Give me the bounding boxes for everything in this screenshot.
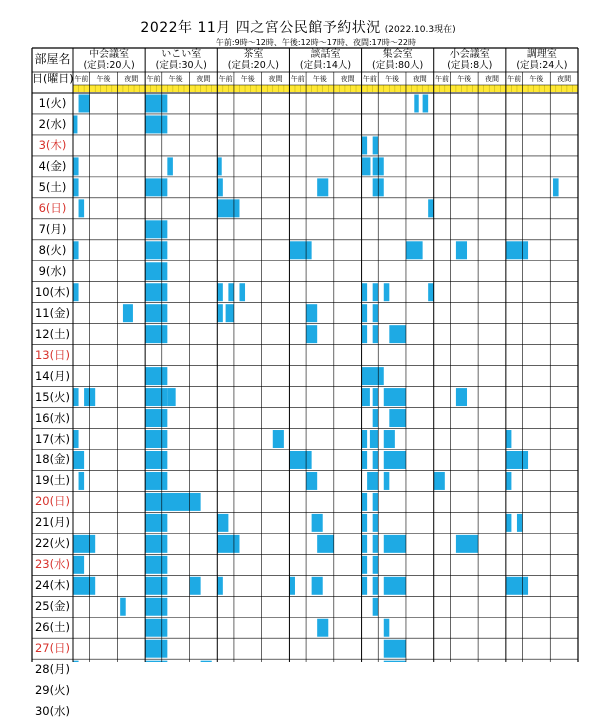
- room-capacity: (定員:20人): [227, 60, 279, 71]
- booking-block: [373, 409, 379, 427]
- booking-block: [362, 493, 368, 511]
- day-label: 6(日): [38, 200, 67, 215]
- booking-block: [362, 304, 368, 322]
- booking-block: [145, 535, 167, 553]
- booking-block: [506, 514, 512, 532]
- booking-block: [362, 451, 368, 469]
- booking-block: [145, 367, 167, 385]
- slot-label: 午後: [385, 75, 400, 83]
- booking-block: [506, 430, 512, 448]
- day-label: 28(月): [34, 662, 71, 677]
- booking-block: [145, 514, 167, 532]
- booking-block: [145, 262, 167, 280]
- day-label: 10(木): [34, 284, 71, 299]
- booking-block: [306, 472, 317, 490]
- booking-block: [362, 388, 370, 406]
- booking-block: [120, 598, 126, 616]
- booking-block: [373, 514, 379, 532]
- booking-block: [79, 199, 85, 217]
- booking-block: [317, 535, 334, 553]
- booking-block: [373, 451, 379, 469]
- day-label: 16(水): [34, 410, 71, 425]
- room-capacity: (定員:8人): [447, 60, 493, 71]
- slot-label: 午前: [435, 75, 450, 83]
- day-label: 7(月): [38, 221, 67, 236]
- booking-block: [517, 514, 523, 532]
- booking-block: [506, 241, 528, 259]
- day-label: 30(水): [34, 704, 71, 719]
- day-label: 17(木): [34, 431, 71, 446]
- slot-label: 夜間: [412, 75, 427, 83]
- day-label: 9(水): [38, 263, 67, 278]
- booking-block: [145, 220, 167, 238]
- booking-block: [289, 241, 311, 259]
- booking-block: [289, 451, 311, 469]
- day-label: 27(日): [34, 641, 71, 656]
- hour-strip: [145, 85, 217, 92]
- booking-block: [273, 430, 284, 448]
- booking-block: [373, 556, 379, 574]
- booking-block: [362, 430, 368, 448]
- day-label: 24(木): [34, 578, 71, 593]
- slot-label: 午前: [507, 75, 522, 83]
- booking-block: [145, 598, 167, 616]
- booking-block: [362, 367, 384, 385]
- room-name: 集会室: [382, 49, 413, 60]
- booking-block: [406, 241, 423, 259]
- booking-block: [373, 304, 379, 322]
- booking-block: [370, 430, 378, 448]
- booking-block: [145, 472, 167, 490]
- booking-block: [384, 619, 390, 637]
- booking-block: [306, 304, 317, 322]
- room-header-label: 部屋名: [34, 52, 71, 66]
- booking-block: [217, 283, 223, 301]
- room-name: 茶室: [243, 49, 264, 60]
- booking-block: [456, 535, 478, 553]
- hour-strip: [362, 85, 434, 92]
- time-slot-legend: 午前:9時～12時、午後:12時～17時、夜間:17時～22時: [215, 38, 416, 47]
- booking-block: [414, 95, 418, 113]
- slot-label: 午前: [362, 75, 377, 83]
- day-label: 1(火): [38, 96, 67, 110]
- booking-block: [362, 283, 368, 301]
- booking-block: [217, 157, 221, 175]
- booking-block: [384, 577, 406, 595]
- booking-block: [73, 283, 79, 301]
- room-name: いこい室: [161, 49, 202, 60]
- day-label: 3(木): [38, 137, 67, 152]
- booking-block: [553, 178, 559, 196]
- room-capacity: (定員:30人): [155, 60, 207, 71]
- booking-block: [362, 535, 368, 553]
- booking-block: [373, 388, 379, 406]
- day-label: 5(土): [38, 179, 67, 194]
- booking-block: [384, 388, 406, 406]
- booking-block: [73, 451, 84, 469]
- booking-block: [73, 535, 95, 553]
- day-label: 13(日): [34, 347, 71, 362]
- booking-block: [145, 619, 167, 637]
- booking-block: [79, 95, 90, 113]
- booking-block: [217, 535, 239, 553]
- booking-block: [145, 640, 167, 658]
- booking-block: [73, 430, 79, 448]
- booking-block: [145, 493, 200, 511]
- booking-block: [428, 283, 434, 301]
- booking-block: [145, 95, 167, 113]
- booking-block: [362, 514, 368, 532]
- booking-block: [389, 409, 406, 427]
- booking-block: [145, 451, 167, 469]
- slot-label: 夜間: [268, 75, 283, 83]
- room-capacity: (定員:20人): [83, 60, 135, 71]
- booking-block: [190, 577, 201, 595]
- booking-block: [145, 241, 167, 259]
- slot-label: 夜間: [340, 75, 355, 83]
- slot-label: 夜間: [196, 75, 211, 83]
- booking-block: [384, 535, 406, 553]
- day-label: 11(金): [34, 305, 71, 320]
- booking-block: [73, 577, 95, 595]
- booking-block: [423, 95, 429, 113]
- date-header-label: 日(曜日): [32, 72, 74, 85]
- booking-block: [145, 556, 167, 574]
- day-label: 22(火): [34, 536, 71, 551]
- booking-block: [73, 157, 79, 175]
- title-text: 2022年 11月 四之宮公民館予約状況: [140, 20, 381, 36]
- booking-block: [217, 304, 223, 322]
- day-label: 8(火): [38, 242, 67, 257]
- slot-label: 午前: [146, 75, 161, 83]
- booking-block: [217, 178, 223, 196]
- day-label: 21(月): [34, 515, 71, 530]
- booking-block: [73, 556, 84, 574]
- booking-block: [167, 388, 175, 406]
- slot-label: 午後: [529, 75, 544, 83]
- booking-block: [373, 577, 379, 595]
- booking-block: [373, 535, 379, 553]
- booking-block: [373, 325, 379, 343]
- booking-block: [384, 451, 406, 469]
- booking-block: [362, 577, 368, 595]
- booking-block: [167, 157, 173, 175]
- day-label: 12(土): [34, 326, 71, 341]
- booking-block: [362, 556, 368, 574]
- day-label: 26(土): [34, 620, 71, 635]
- booking-block: [373, 283, 379, 301]
- hour-strip: [73, 85, 145, 92]
- booking-block: [362, 325, 368, 343]
- slot-label: 午後: [457, 75, 472, 83]
- booking-block: [239, 283, 245, 301]
- booking-block: [145, 388, 167, 406]
- booking-block: [73, 241, 79, 259]
- room-capacity: (定員:14人): [299, 60, 352, 71]
- booking-block: [228, 283, 234, 301]
- slot-label: 午後: [168, 75, 183, 83]
- slot-label: 午後: [96, 75, 111, 83]
- booking-block: [217, 514, 228, 532]
- booking-block: [317, 619, 328, 637]
- booking-block: [506, 577, 528, 595]
- booking-block: [506, 451, 528, 469]
- booking-block: [312, 577, 323, 595]
- booking-block: [145, 577, 167, 595]
- day-label: 14(月): [34, 368, 71, 383]
- booking-block: [73, 115, 77, 133]
- booking-block: [434, 472, 445, 490]
- room-capacity: (定員:24人): [516, 60, 568, 71]
- booking-block: [123, 304, 133, 322]
- booking-block: [456, 388, 467, 406]
- day-label: 4(金): [38, 158, 67, 173]
- day-label: 18(金): [34, 452, 71, 467]
- booking-block: [289, 577, 295, 595]
- day-label: 19(土): [34, 473, 71, 488]
- booking-block: [217, 199, 239, 217]
- slot-label: 夜間: [557, 75, 572, 83]
- booking-block: [389, 325, 406, 343]
- booking-block: [362, 157, 371, 175]
- booking-block: [506, 472, 512, 490]
- day-label: 23(水): [34, 557, 71, 572]
- booking-block: [73, 178, 79, 196]
- slot-label: 夜間: [124, 75, 139, 83]
- booking-block: [317, 178, 328, 196]
- slot-label: 午後: [312, 75, 327, 83]
- slot-label: 午前: [74, 75, 89, 83]
- room-name: 中会議室: [89, 49, 130, 60]
- booking-block: [145, 304, 167, 322]
- day-label: 25(金): [34, 599, 71, 614]
- room-capacity: (定員:80人): [372, 60, 424, 71]
- slot-label: 午前: [218, 75, 233, 83]
- booking-block: [384, 283, 390, 301]
- booking-block: [384, 472, 390, 490]
- booking-block: [373, 493, 379, 511]
- booking-block: [306, 325, 317, 343]
- booking-block: [145, 115, 167, 133]
- hour-strip: [217, 85, 289, 92]
- day-label: 29(火): [34, 683, 71, 698]
- booking-block: [384, 430, 395, 448]
- booking-block: [373, 598, 379, 616]
- booking-block: [79, 472, 85, 490]
- booking-block: [312, 514, 323, 532]
- booking-block: [145, 325, 167, 343]
- booking-block: [367, 472, 378, 490]
- booking-block: [145, 409, 167, 427]
- hour-strip: [289, 85, 361, 92]
- booking-block: [428, 199, 434, 217]
- booking-block: [362, 136, 368, 154]
- day-label: 20(日): [34, 494, 71, 509]
- hour-strip: [506, 85, 578, 92]
- room-name: 調理室: [526, 49, 557, 60]
- booking-block: [145, 178, 167, 196]
- booking-block: [456, 241, 467, 259]
- day-label: 15(火): [34, 389, 71, 404]
- room-name: 談話室: [310, 49, 341, 60]
- booking-block: [384, 640, 406, 658]
- hour-strip: [434, 85, 506, 92]
- slot-label: 午後: [240, 75, 255, 83]
- booking-block: [217, 577, 223, 595]
- booking-block: [73, 388, 79, 406]
- slot-label: 夜間: [484, 75, 499, 83]
- booking-block: [145, 430, 167, 448]
- as-of-date: (2022.10.3現在): [384, 25, 456, 35]
- booking-block: [226, 304, 234, 322]
- booking-block: [373, 136, 379, 154]
- room-name: 小会議室: [449, 49, 490, 60]
- day-label: 2(水): [38, 116, 67, 131]
- booking-block: [145, 283, 167, 301]
- slot-label: 午前: [290, 75, 305, 83]
